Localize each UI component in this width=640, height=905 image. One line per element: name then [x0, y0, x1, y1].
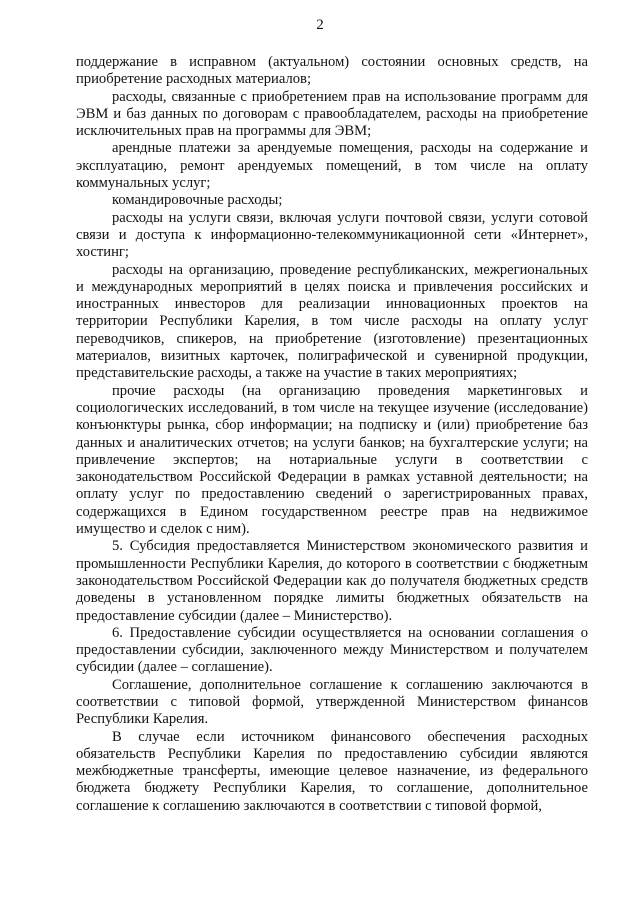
paragraph-agreement-form: Соглашение, дополнительное соглашение к соглашению заключаются в соответствии с типовой формой, утвержденной Министерством финансов Республики Карелия. — [76, 676, 588, 728]
page-number: 2 — [316, 17, 324, 33]
paragraph-software-rights: расходы, связанные с приобретением прав на использование программ для ЭВМ и баз данных по договорам с правообладателем, расходы на приобретение исключительных прав на программы для ЭВМ; — [76, 88, 588, 140]
paragraph-travel: командировочные расходы; — [112, 192, 283, 209]
paragraph-other-expenses: прочие расходы (на организацию проведения маркетинговых и социологических исследований, в том числе на текущее изучение (исследование) конъюнктуры рынка, сбор информации; на подписку и (или) приобретение баз данных и аналитических отчетов; на услуги банков; на бухгалтерские услуги; на привлечение экспертов; на нотариальные услуги в соответствии с законодательством Российской Федерации в рамках уставной деятельности; на оплату услуг по предоставлению сведений о зарегистрированных правах, содержащихся в Едином государственном реестре прав на недвижимое имущество и сделок с ним). — [76, 382, 588, 538]
paragraph-item-5: 5. Субсидия предоставляется Министерством экономического развития и промышленности Республики Карелия, до которого в соответствии с бюджетным законодательством Российской Федерации как до получателя бюджетных средств доведены в установленном порядке лимиты бюджетных обязательств на предоставление субсидии (далее – Министерство). — [76, 538, 588, 624]
document-body — [76, 54, 588, 815]
paragraph-events: расходы на организацию, проведение республиканских, межрегиональных и международных мероприятий в целях поиска и привлечения российских и иностранных инвесторов для реализации инновационных проектов на территории Республики Карелия, в том числе расходы на оплату услуг переводчиков, спикеров, на приобретение (изготовление) презентационных материалов, визитных карточек, полиграфической и сувенирной продукции, представительские расходы, а также на участие в таких мероприятиях; — [76, 261, 588, 382]
paragraph-federal-transfers: В случае если источником финансового обеспечения расходных обязательств Республики Карелия по предоставлению субсидии являются межбюджетные трансферты, имеющие целевое назначение, из федерального бюджета бюджету Республики Карелия, то соглашение, дополнительное соглашение к соглашению заключаются в соответствии с типовой формой, — [76, 728, 588, 814]
paragraph-item-6: 6. Предоставление субсидии осуществляется на основании соглашения о предоставлении субсидии, заключенного между Министерством и получателем субсидии (далее – соглашение). — [76, 624, 588, 676]
paragraph-rent: арендные платежи за арендуемые помещения, расходы на содержание и эксплуатацию, ремонт арендуемых помещений, в том числе на оплату коммунальных услуг; — [76, 140, 588, 192]
paragraph-continuation: поддержание в исправном (актуальном) состоянии основных средств, на приобретение расходных материалов; — [76, 54, 588, 88]
paragraph-communications: расходы на услуги связи, включая услуги почтовой связи, услуги сотовой связи и доступа к информационно-телекоммуникационной сети «Интернет», хостинг; — [76, 209, 588, 261]
